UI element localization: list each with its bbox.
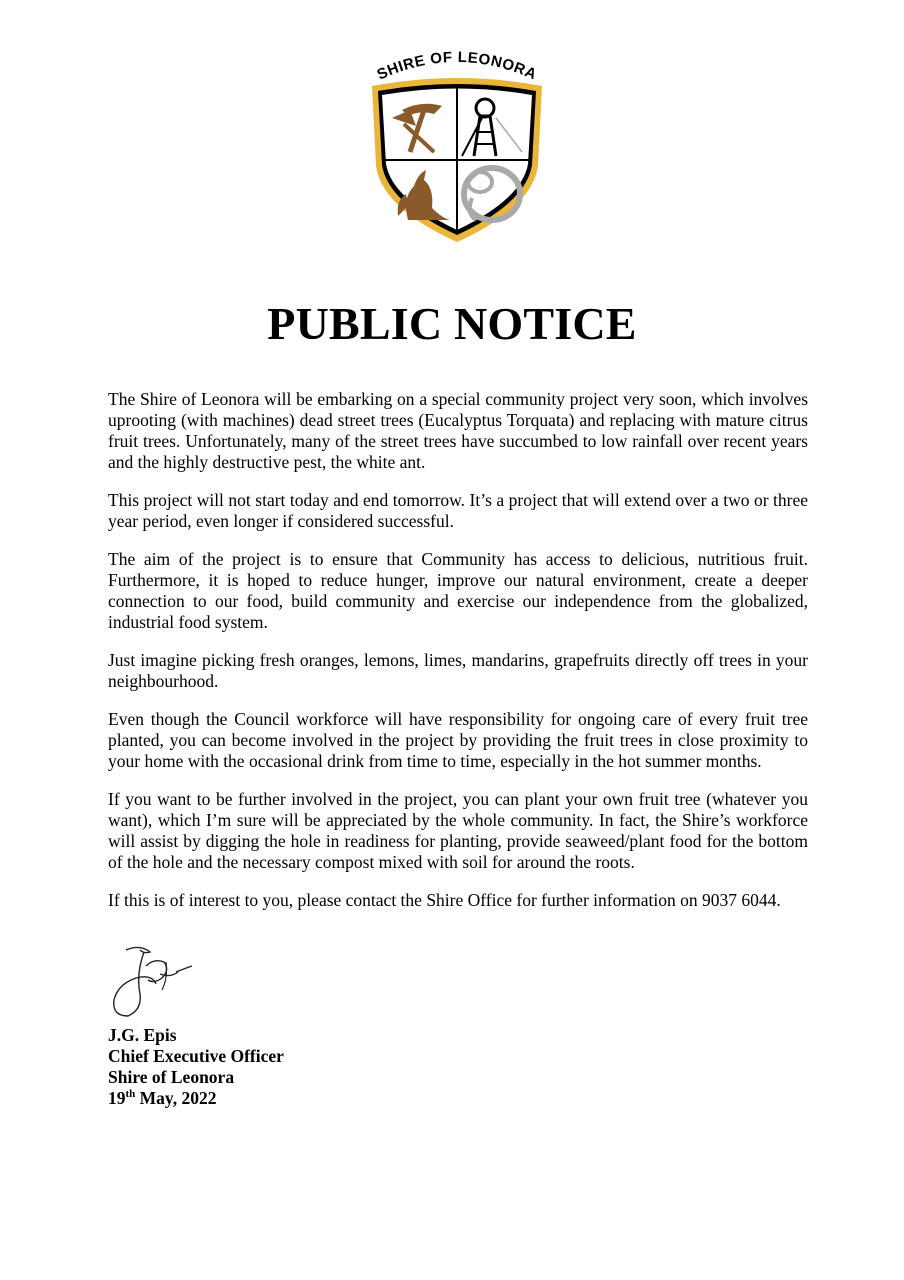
notice-date xyxy=(108,1088,284,1109)
notice-paragraph: The aim of the project is to ensure that Community has access to delicious, nutritious fruit. Furthermore, it is hoped to reduce hunger, improve our natural environment, create a deeper connection to our food, build community and exercise our independence from the globalized, industrial food system. xyxy=(108,549,808,632)
notice-title: PUBLIC NOTICE xyxy=(267,298,637,349)
notice-paragraph: This project will not start today and end tomorrow. It’s a project that will extend over a two or three year period, even longer if considered successful. xyxy=(108,490,808,531)
signatory-position: Chief Executive Officer xyxy=(108,1046,284,1066)
signoff-block xyxy=(108,1025,284,1109)
svg-text:SHIRE OF LEONORA: SHIRE OF LEONORA xyxy=(374,48,540,84)
shire-crest-logo xyxy=(362,48,552,246)
notice-paragraph: The Shire of Leonora will be embarking on a special community project very soon, which involves uprooting (with machines) dead street trees (Eucalyptus Torquata) and replacing with mature citrus fruit trees. Unfortunately, many of the street trees have succumbed to low rainfall over recent years and the highly destructive pest, the white ant. xyxy=(108,389,808,472)
notice-body xyxy=(108,389,808,928)
date-day: 19 xyxy=(108,1088,126,1108)
notice-paragraph: If you want to be further involved in the project, you can plant your own fruit tree (whatever you want), which I’m sure will be appreciated by the whole community. In fact, the Shire’s workforce will assist by digging the hole in readiness for planting, provide seaweed/plant food for the bottom of the hole and the necessary compost mixed with soil for around the roots. xyxy=(108,789,808,872)
handwritten-signature xyxy=(106,944,198,1024)
date-month-year: May, 2022 xyxy=(135,1088,217,1108)
signatory-organisation: Shire of Leonora xyxy=(108,1067,235,1087)
notice-paragraph-contact: If this is of interest to you, please contact the Shire Office for further information on 9037 6044. xyxy=(108,890,781,910)
date-ordinal-suffix: th xyxy=(125,1088,136,1101)
signatory-name: J.G. Epis xyxy=(108,1025,177,1045)
notice-paragraph: Just imagine picking fresh oranges, lemons, limes, mandarins, grapefruits directly off trees in your neighbourhood. xyxy=(108,650,808,691)
notice-paragraph: Even though the Council workforce will have responsibility for ongoing care of every fruit tree planted, you can become involved in the project by providing the fruit trees in close proximity to your home with the occasional drink from time to time, especially in the hot summer months. xyxy=(108,709,808,771)
